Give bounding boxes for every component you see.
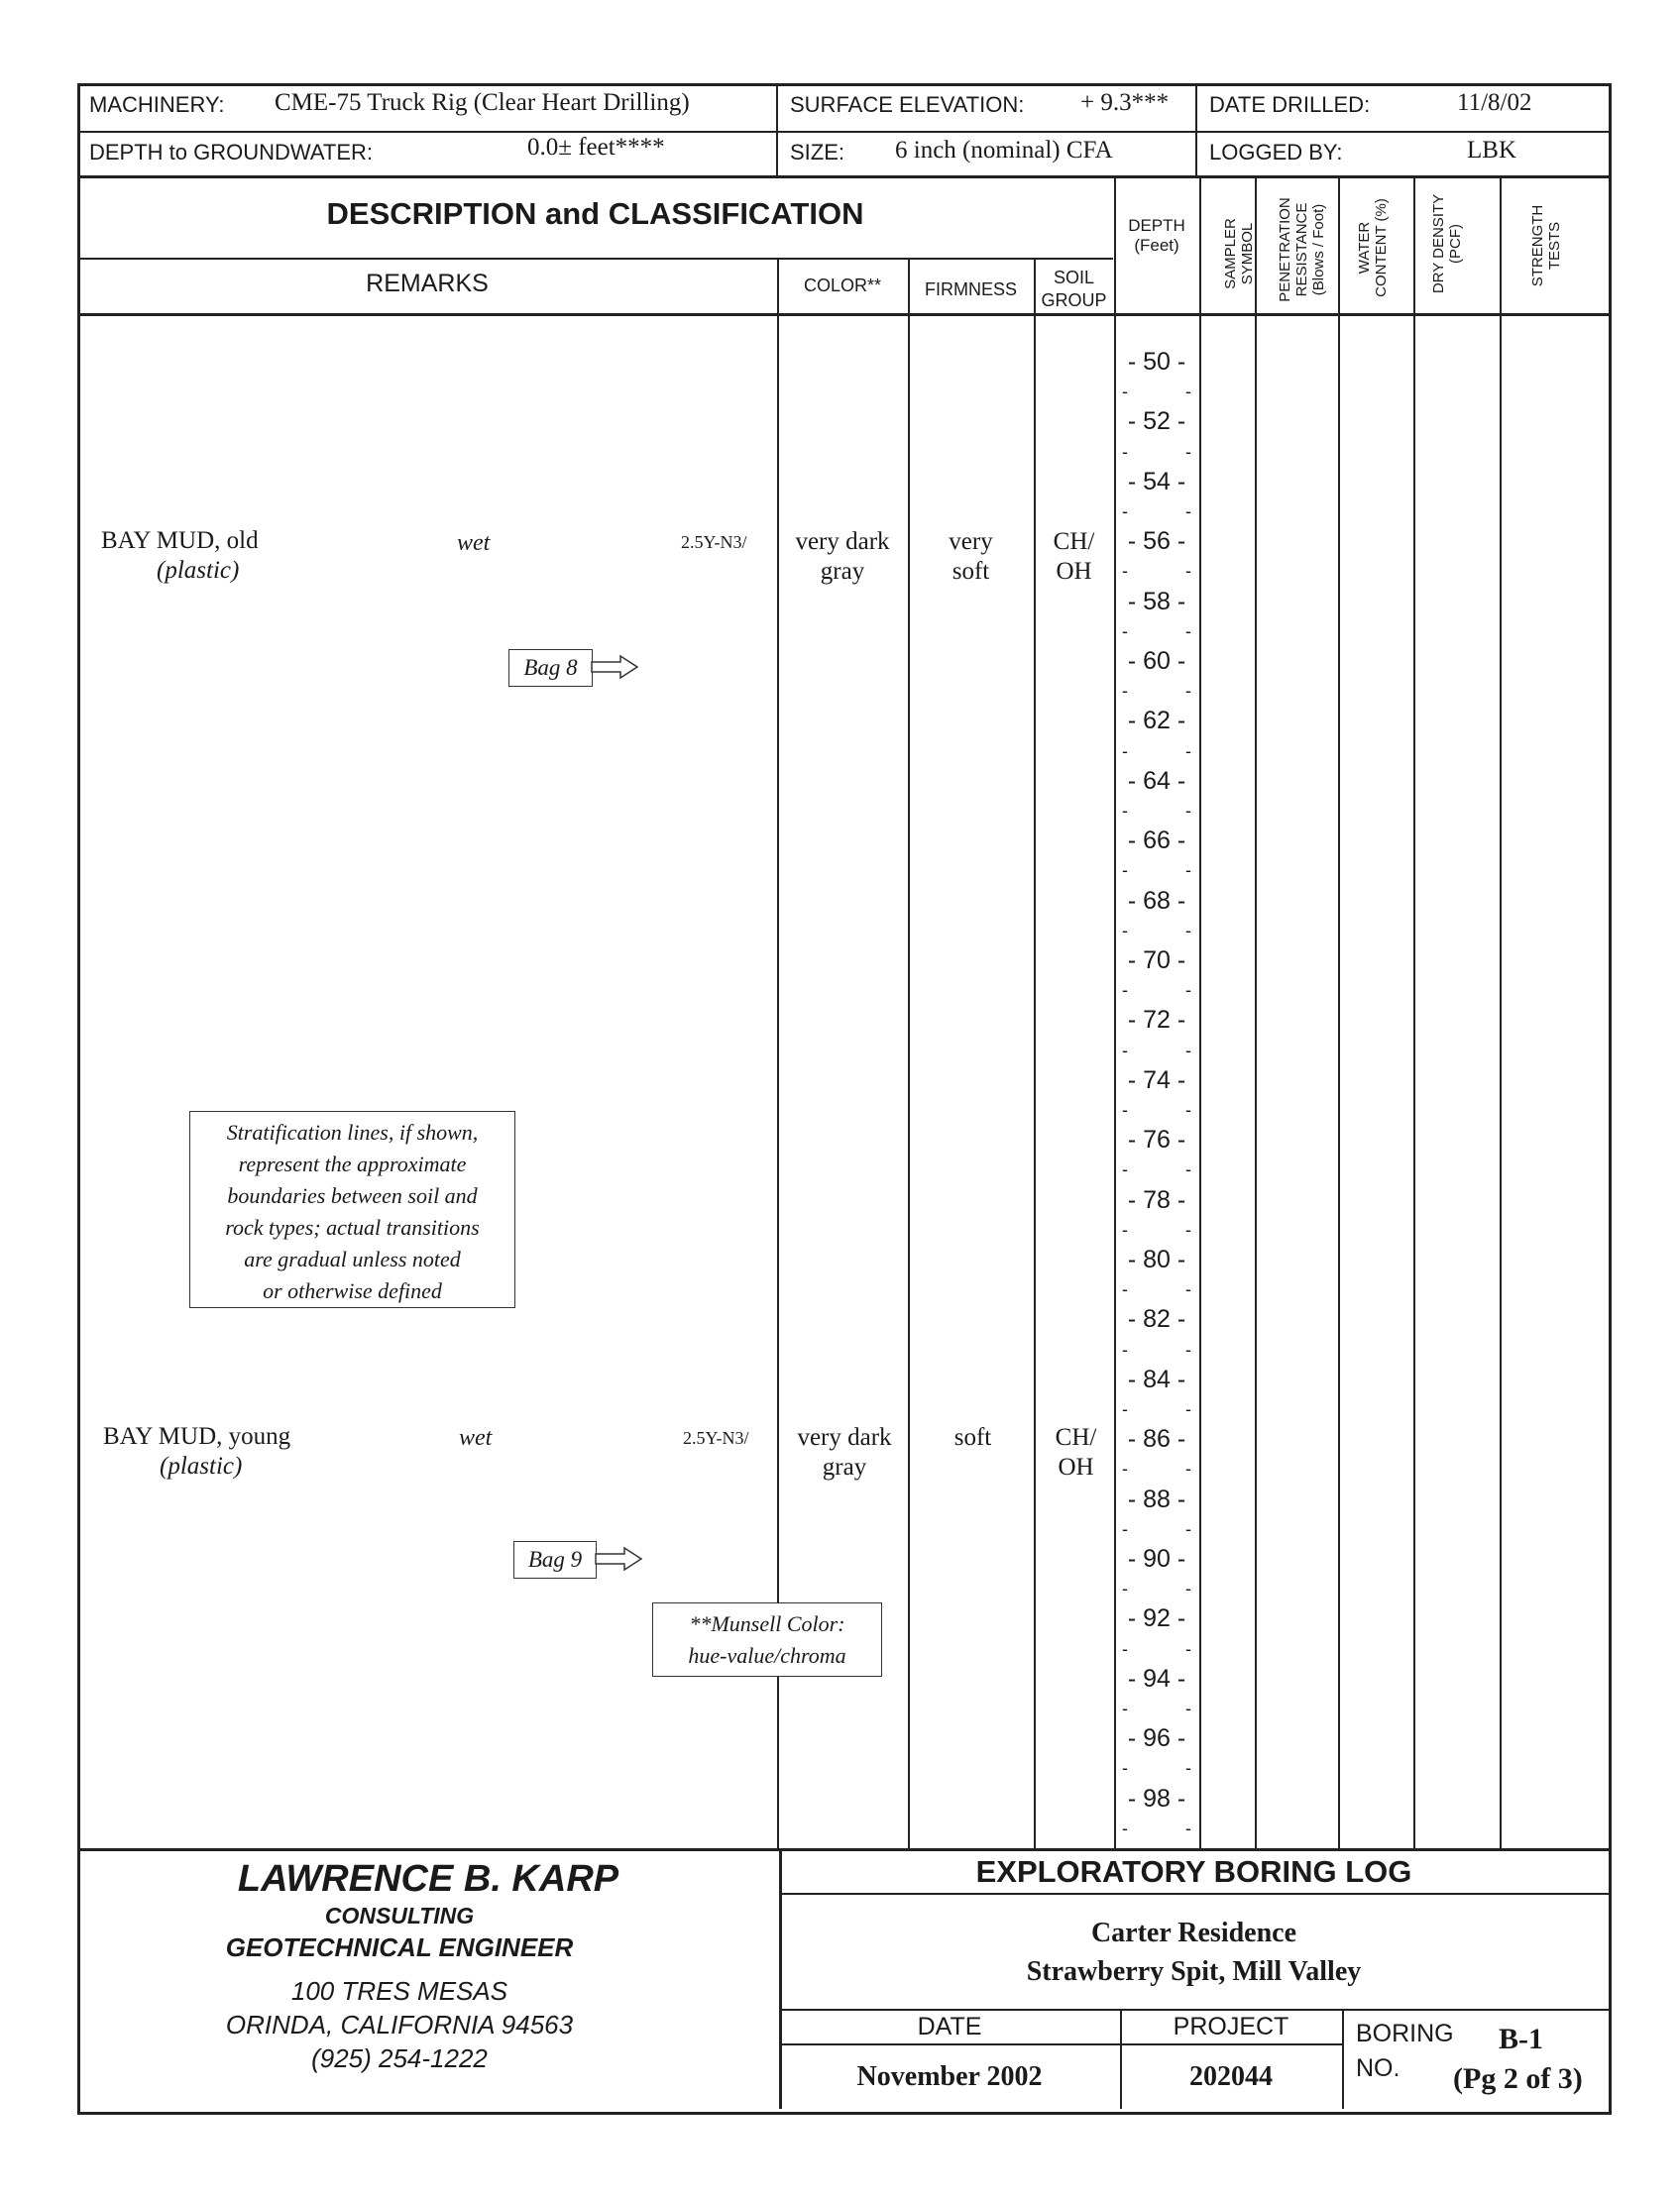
depth-tick: - — [1122, 1818, 1128, 1838]
depth-label: - 88 - — [1127, 1485, 1186, 1513]
water-header-line1: WATER — [1356, 221, 1373, 275]
group-line2: OH — [1056, 558, 1092, 585]
depth-tick: - — [1122, 740, 1128, 761]
depth-label: - 90 - — [1127, 1545, 1186, 1573]
depth-tick: - — [1185, 1040, 1191, 1060]
dry-density-line2: (PCF) — [1447, 224, 1464, 264]
address-line2: ORINDA, CALIFORNIA 94563 — [225, 2010, 574, 2039]
water-content-header — [1356, 173, 1396, 322]
column-line — [1255, 175, 1257, 1848]
color-line2: gray — [822, 1454, 867, 1481]
page-number: (Pg 2 of 3) — [1453, 2062, 1583, 2095]
depth-tick: - — [1122, 561, 1128, 582]
depth-tick: - — [1122, 1279, 1128, 1300]
depth-label: - 80 - — [1127, 1246, 1186, 1273]
depth-label: - 72 - — [1127, 1006, 1186, 1035]
dry-density-header — [1430, 169, 1470, 318]
depth-tick: - — [1122, 1339, 1128, 1360]
firmness-line1: very — [949, 528, 993, 555]
color-header: COLOR** — [803, 276, 882, 295]
depth-label: - 98 - — [1127, 1784, 1186, 1813]
depth-tick: - — [1185, 1279, 1191, 1300]
depth-tick: - — [1122, 1219, 1128, 1240]
depth-tick: - — [1185, 1100, 1191, 1120]
strength-header — [1529, 176, 1569, 315]
divider — [1195, 83, 1197, 175]
stratum-name: BAY MUD, old — [101, 527, 259, 554]
soil-group-header — [1034, 267, 1114, 312]
firmness-line2: soft — [952, 558, 990, 585]
depth-tick: - — [1185, 681, 1191, 702]
boring-number: B-1 — [1499, 2023, 1543, 2055]
color-line1: very dark — [795, 528, 890, 555]
depth-tick: - — [1122, 1758, 1128, 1779]
company-name: LAWRENCE B. KARP — [237, 1858, 619, 1900]
sampler-header — [1222, 179, 1262, 328]
penetration-header-line2: RESISTANCE — [1293, 202, 1310, 297]
depth-tick: - — [1122, 1579, 1128, 1599]
depth-label: - 60 - — [1127, 647, 1186, 675]
remarks-header: REMARKS — [366, 270, 489, 297]
divider — [776, 83, 778, 175]
note-line: Stratification lines, if shown, — [226, 1120, 479, 1145]
depth-tick: - — [1122, 681, 1128, 702]
project-location: Strawberry Spit, Mill Valley — [1026, 1956, 1362, 1987]
depth-label: - 70 - — [1127, 946, 1186, 974]
depth-label: - 52 - — [1127, 407, 1186, 436]
depth-tick: - — [1185, 620, 1191, 641]
depth-tick: - — [1185, 920, 1191, 940]
address-line1: 100 TRES MESAS — [290, 1976, 508, 2006]
boring-label: BORING — [1356, 2020, 1454, 2047]
depth-tick: - — [1122, 501, 1128, 521]
depth-label: - 82 - — [1127, 1305, 1186, 1334]
log-sheet — [77, 83, 1612, 2115]
firmness-line1: soft — [953, 1424, 992, 1451]
description-title: DESCRIPTION and CLASSIFICATION — [326, 196, 864, 231]
note-line: rock types; actual transitions — [225, 1215, 480, 1240]
column-line — [1500, 175, 1502, 1848]
stratum-moisture: wet — [459, 1425, 493, 1451]
size-label: SIZE: — [790, 140, 845, 165]
firmness-header: FIRMNESS — [924, 279, 1017, 299]
depth-tick: - — [1122, 1100, 1128, 1120]
depth-tick: - — [1185, 561, 1191, 582]
company-line1: CONSULTING — [324, 1903, 475, 1928]
groundwater-value: 0.0± feet**** — [527, 134, 665, 161]
log-title: EXPLORATORY BORING LOG — [975, 1854, 1412, 1889]
divider — [779, 1893, 1609, 1895]
sample-tag: Bag 8 — [508, 649, 593, 687]
group-line1: CH/ — [1055, 1424, 1097, 1451]
sampler-header-line2: SYMBOL — [1239, 222, 1256, 285]
color-line1: very dark — [797, 1424, 892, 1451]
depth-tick: - — [1122, 1399, 1128, 1419]
size-value: 6 inch (nominal) CFA — [895, 137, 1113, 164]
date-value: November 2002 — [856, 2061, 1043, 2092]
groundwater-label: DEPTH to GROUNDWATER: — [89, 140, 374, 165]
munsell-note-line2: hue-value/chroma — [688, 1643, 846, 1668]
note-line: are gradual unless noted — [244, 1247, 461, 1271]
depth-label: - 78 - — [1127, 1185, 1186, 1214]
depth-tick: - — [1122, 1638, 1128, 1659]
depth-tick: - — [1122, 1159, 1128, 1180]
sample-tag: Bag 9 — [513, 1541, 597, 1579]
depth-tick: - — [1185, 740, 1191, 761]
depth-tick: - — [1185, 1459, 1191, 1480]
depth-tick: - — [1185, 1699, 1191, 1718]
surface-elevation-value: + 9.3*** — [1080, 89, 1170, 116]
logged-by-label: LOGGED BY: — [1209, 140, 1343, 165]
depth-tick: - — [1185, 1219, 1191, 1240]
depth-tick: - — [1185, 1758, 1191, 1779]
depth-label: - 58 - — [1127, 587, 1186, 615]
depth-tick: - — [1185, 1579, 1191, 1599]
depth-label: - 96 - — [1127, 1724, 1186, 1753]
depth-tick: - — [1122, 620, 1128, 641]
depth-tick: - — [1122, 1459, 1128, 1480]
stratum-name: BAY MUD, young — [103, 1423, 291, 1450]
stratum-soil-group — [1036, 1423, 1116, 1483]
depth-tick: - — [1185, 860, 1191, 881]
machinery-label: MACHINERY: — [89, 92, 225, 117]
machinery-value: CME-75 Truck Rig (Clear Heart Drilling) — [275, 89, 690, 116]
depth-label: - 86 - — [1127, 1425, 1186, 1454]
strength-line2: TESTS — [1546, 221, 1563, 271]
water-header-line2: CONTENT (%) — [1373, 198, 1390, 297]
depth-tick: - — [1122, 860, 1128, 881]
depth-tick: - — [1185, 1818, 1191, 1838]
depth-header-line2: (Feet) — [1134, 236, 1179, 255]
depth-label: - 92 - — [1127, 1604, 1186, 1633]
depth-tick: - — [1185, 382, 1191, 402]
depth-label: - 54 - — [1127, 467, 1186, 496]
depth-label: - 68 - — [1127, 886, 1186, 915]
penetration-header-line1: PENETRATION — [1277, 197, 1293, 302]
depth-tick: - — [1185, 801, 1191, 821]
column-line — [1034, 258, 1036, 1848]
dry-density-line1: DRY DENSITY — [1430, 193, 1447, 294]
stratum-plasticity: (plastic) — [157, 557, 240, 584]
note-line: represent the approximate — [238, 1152, 467, 1176]
note-line: or otherwise defined — [263, 1278, 442, 1303]
penetration-header-line3: (Blows / Foot) — [1310, 203, 1327, 296]
depth-tick: - — [1122, 980, 1128, 1001]
company-line2: GEOTECHNICAL ENGINEER — [225, 1932, 574, 1962]
surface-elevation-label: SURFACE ELEVATION: — [790, 92, 1025, 117]
stratum-munsell: 2.5Y-N3/ — [681, 532, 747, 552]
stratum-firmness — [908, 527, 1034, 587]
depth-tick: - — [1185, 1518, 1191, 1539]
stratum-firmness — [910, 1423, 1036, 1453]
stratum-color — [779, 1423, 910, 1483]
soil-group-line2: GROUP — [1041, 290, 1107, 310]
depth-label: - 66 - — [1127, 826, 1186, 855]
arrow-right-icon — [591, 654, 640, 680]
depth-tick: - — [1185, 441, 1191, 462]
column-line — [1413, 175, 1415, 1848]
munsell-note — [652, 1602, 882, 1677]
depth-label: - 50 - — [1127, 348, 1186, 376]
depth-label: - 74 - — [1127, 1065, 1186, 1094]
divider — [77, 258, 1113, 260]
stratum-moisture: wet — [457, 530, 491, 556]
color-line2: gray — [820, 558, 865, 585]
depth-label: - 56 - — [1127, 527, 1186, 556]
stratum-soil-group — [1034, 527, 1114, 587]
divider — [77, 131, 1609, 133]
depth-tick: - — [1185, 1339, 1191, 1360]
depth-header — [1114, 216, 1199, 256]
strength-line1: STRENGTH — [1529, 204, 1546, 287]
stratification-note — [189, 1111, 515, 1308]
note-line: boundaries between soil and — [227, 1183, 478, 1208]
soil-group-line1: SOIL — [1053, 268, 1095, 287]
depth-tick: - — [1185, 980, 1191, 1001]
depth-tick: - — [1122, 1699, 1128, 1718]
depth-label: - 94 - — [1127, 1664, 1186, 1693]
stratum-color — [777, 527, 908, 587]
depth-tick: - — [1122, 1040, 1128, 1060]
group-line2: OH — [1058, 1454, 1094, 1481]
date-label: DATE — [917, 2013, 982, 2040]
depth-tick: - — [1122, 1518, 1128, 1539]
logged-by-value: LBK — [1467, 137, 1516, 164]
boring-no-label: NO. — [1356, 2054, 1400, 2082]
project-label: PROJECT — [1173, 2013, 1289, 2040]
depth-tick: - — [1122, 920, 1128, 940]
depth-header-line1: DEPTH — [1128, 216, 1185, 235]
divider — [1342, 2009, 1344, 2109]
divider — [779, 2043, 1342, 2045]
column-line — [908, 258, 910, 1848]
munsell-note-line1: **Munsell Color: — [689, 1611, 845, 1636]
divider — [779, 2009, 1609, 2011]
depth-tick: - — [1185, 1159, 1191, 1180]
depth-tick: - — [1122, 441, 1128, 462]
stratum-munsell: 2.5Y-N3/ — [683, 1428, 749, 1448]
depth-tick: - — [1185, 501, 1191, 521]
date-drilled-label: DATE DRILLED: — [1209, 92, 1371, 117]
project-number: 202044 — [1189, 2061, 1273, 2092]
depth-label: - 76 - — [1127, 1126, 1186, 1155]
group-line1: CH/ — [1053, 528, 1095, 555]
depth-tick: - — [1185, 1638, 1191, 1659]
project-name: Carter Residence — [1090, 1918, 1297, 1948]
phone: (925) 254-1222 — [311, 2043, 488, 2073]
penetration-header — [1277, 161, 1336, 339]
depth-tick: - — [1122, 382, 1128, 402]
column-line — [1338, 175, 1340, 1848]
depth-tick: - — [1122, 801, 1128, 821]
sampler-header-line1: SAMPLER — [1222, 218, 1239, 289]
depth-label: - 62 - — [1127, 707, 1186, 735]
depth-tick: - — [1185, 1399, 1191, 1419]
depth-label: - 64 - — [1127, 766, 1186, 795]
date-drilled-value: 11/8/02 — [1457, 89, 1532, 116]
stratum-plasticity: (plastic) — [160, 1453, 243, 1480]
arrow-right-icon — [595, 1546, 644, 1572]
depth-label: - 84 - — [1127, 1365, 1186, 1393]
divider — [77, 1848, 1609, 1851]
